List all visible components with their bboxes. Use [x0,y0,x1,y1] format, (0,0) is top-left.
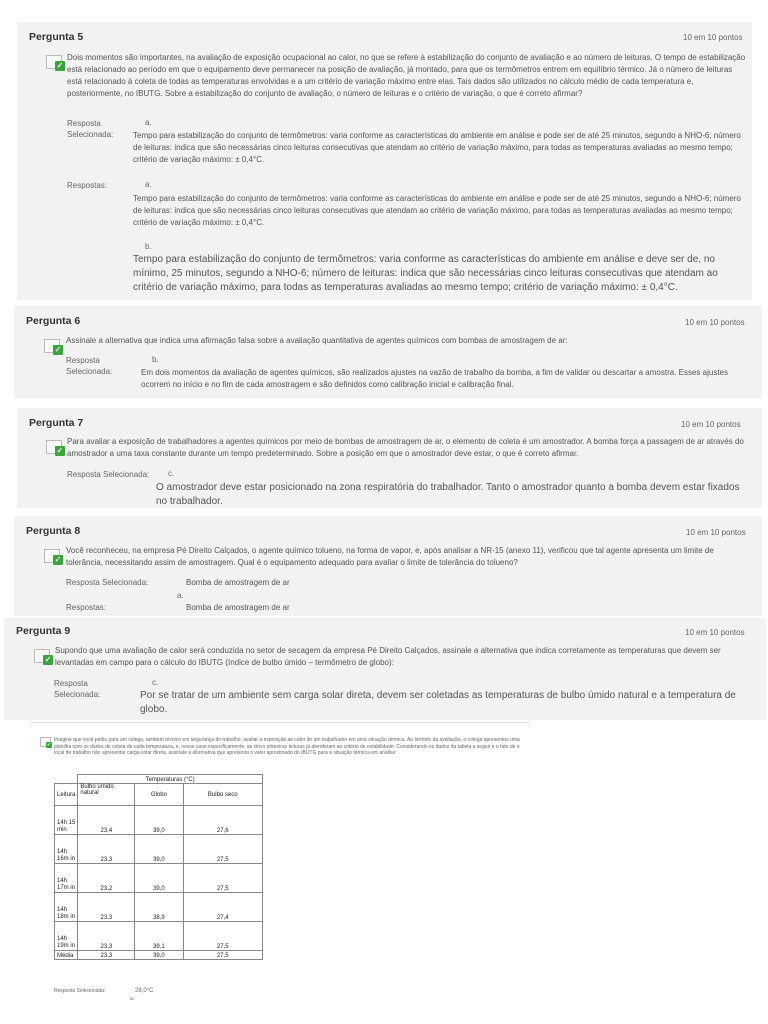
question-9-text: Supondo que uma avaliação de calor será conduzida no setor de secagem da empresa Pé Direito Calçados, assinale a alternativa que indica corretamente as temperaturas que devem ser levantadas em campo para o cálculo do IBUTG (índice de bulbo úmido – termômetro de globo): [55,646,721,667]
question-7-title: Pergunta 7 [29,417,84,429]
table-row: 14h 19m in 23,3 39,1 27,5 [55,922,263,951]
table-row: 14h 18m in 23,3 38,9 27,4 [55,893,263,922]
selected-answer-letter: c. [152,678,159,687]
table-row: 14h 15 min 23,4 39,0 27,6 [55,806,263,835]
correct-checkmark-icon: ✓ [34,649,50,663]
correct-checkmark-icon: ✓ [44,339,60,353]
table-row: 14h 16m in 23,3 39,0 27,5 [55,835,263,864]
col-globo-header: Globo [135,784,183,806]
answer-a-text: Bomba de amostragem de ar [186,603,290,612]
question-5-text: Dois momentos são importantes, na avaliação de exposição ocupacional ao calor, no que se refere à estabilização do conjunto de avaliação e ao número de leituras. O tempo de estabilização está relacionado ao período em que o equipamento deve permanecer na posição de avaliação, já montado, para que os termômetros entrem em equilíbrio térmico. Já o número de leituras está relacionado à coleta de todas as temperaturas envolvidas e a um critério de variação máximo entre elas. Tais dados são utilizados no cálculo médio de cada temperatura e, posteriormente, no IBUTG. Sobre a estabilização do conjunto de avaliação, o número de leituras e o critério de variação, o que é correto afirmar? [67,53,746,98]
selected-answer-letter: b. [152,355,159,364]
selected-answer-label: Resposta Selecionada: [54,988,106,994]
table-row: 14h 17m in 23,2 39,0 27,5 [55,864,263,893]
correct-checkmark-icon: ✓ [46,55,62,69]
selected-answer-text: Em dois momentos da avaliação de agentes químicos, são realizados ajustes na vazão de trabalho da bomba, a fim de validar ou descartar a amostra. Esses ajustes ocorrem no início e no fim de cada amostragem e são definidos como calibração inicial e calibração final. [141,368,728,389]
question-5-title: Pergunta 5 [29,31,84,43]
selected-answer-label: Resposta Selecionada: [66,356,113,376]
question-8-title: Pergunta 8 [26,525,81,537]
selected-answer-letter: a. [145,118,152,127]
correct-checkmark-icon: ✓ [40,737,51,747]
answer-a-text: Tempo para estabilização do conjunto de termômetros: varia conforme as características do ambiente em análise e pode ser de até 25 minutos, segundo a NHO-6; número de leituras: indica que são necessárias cinco leituras consecutivas que atendam ao critério de variação máximo, para todas as temperaturas avaliadas ao mesmo tempo; critério de variação máximo: ± 0,4°C. [133,194,741,227]
correct-checkmark-icon: ✓ [46,440,62,454]
col-leitura-header: Leitura [55,784,78,806]
answers-label: Respostas: [67,181,108,190]
col-seco-header: Bulbo seco [183,784,263,806]
temperature-table [54,774,263,960]
question-8-score: 10 em 10 pontos [686,528,746,537]
question-7-text: Para avaliar a exposição de trabalhadores a agentes químicos por meio de bombas de amostragem de ar, o elemento de coleta é um amostrador. A bomba força a passagem de ar através do amostrador a uma taxa constante durante um tempo predeterminado. Sobre a posição em que o amostrador deve estar, o que é correto afirmar. [67,437,744,458]
question-10-header-strip [30,722,530,727]
answer-a-letter: a. [130,996,135,1002]
selected-answer-text: O amostrador deve estar posicionado na zona respiratória do trabalhador. Tanto o amostrador quanto a bomba devem estar fixados no trabalhador. [156,482,740,507]
col-bulbo-header: Bulbo úmido natural [78,784,135,806]
selected-answer-label: Resposta Selecionada: [67,119,114,139]
question-6-score: 10 em 10 pontos [685,318,745,327]
table-row-media: Média 23,3 39,0 27,5 [55,951,263,960]
question-9-score: 10 em 10 pontos [685,628,745,637]
selected-answer-letter: c. [168,469,175,478]
selected-answer-label: Resposta Selecionada: [66,578,149,587]
question-6-title: Pergunta 6 [26,315,81,327]
selected-answer-label: Resposta Selecionada: [67,470,150,479]
selected-answer-label: Resposta Selecionada: [54,679,101,699]
answer-b-text: Tempo para estabilização do conjunto de termômetros: varia conforme as características do ambiente em análise e deve ser de, no mínimo, 25 minutos, segundo a NHO-6; número de leituras: indica que são necessárias cinco leituras consecutivas que atendam ao critério de variação máximo, para todas as temperaturas avaliadas ao mesmo tempo; critério de variação máximo: ± 0,4°C. [133,254,718,293]
correct-checkmark-icon: ✓ [44,549,60,563]
question-5-score: 10 em 10 pontos [683,33,743,42]
question-6-text: Assinale a alternativa que indica uma afirmação falsa sobre a avaliação quantitativa de agentes químicos com bombas de amostragem de ar: [66,336,568,345]
selected-answer-text: 28,0°C [135,988,154,994]
question-8-text: Você reconheceu, na empresa Pé Direito Calçados, o agente químico tolueno, na forma de vapor, e, após analisar a NR-15 (anexo 11), verificou que tal agente apresenta um limite de tolerância, necessitando assim de amostragem. Qual é o equipamento adequado para avaliar o limite de tolerância do tolueno? [66,546,714,567]
selected-answer-text: Bomba de amostragem de ar [186,578,290,587]
question-10-text: Imagine que você pediu para um colega, também técnico em segurança do trabalho, avaliar a exposição ao calor de um trabalhador em uma situação térmica. Ao término da avaliação, o colega apresentou uma planilha com os dados de coleta de cada temperatura, e, nesse caso especificamente, as cinco primeiras leituras já atenderam ao critério de estabilidade. Considerando os dados da tabela a seguir e o fato de o local de trabalho não apresentar carga solar direta, assinale a alternativa que apresenta o valor aproximado do IBUTG para a situação térmica em análise: [54,737,520,756]
answer-a-letter: a. [177,591,184,600]
selected-answer-text: Por se tratar de um ambiente sem carga solar direta, devem ser coletadas as temperaturas de bulbo úmido natural e a temperatura de globo. [140,690,736,715]
answers-label: Respostas: [66,603,107,612]
question-7-score: 10 em 10 pontos [681,420,741,429]
temperatures-header: Temperaturas (°C) [78,775,263,784]
answer-b-letter: b. [145,242,152,251]
selected-answer-text: Tempo para estabilização do conjunto de termômetros: varia conforme as características do ambiente em análise e pode ser de até 25 minutos, segundo a NHO-6; número de leituras: indica que são necessárias cinco leituras consecutivas que atendam ao critério de variação máximo, para todas as temperaturas avaliadas ao mesmo tempo; critério de variação máximo: ± 0,4°C. [133,131,741,164]
question-9-title: Pergunta 9 [16,625,71,637]
answer-a-letter: a. [145,180,152,189]
